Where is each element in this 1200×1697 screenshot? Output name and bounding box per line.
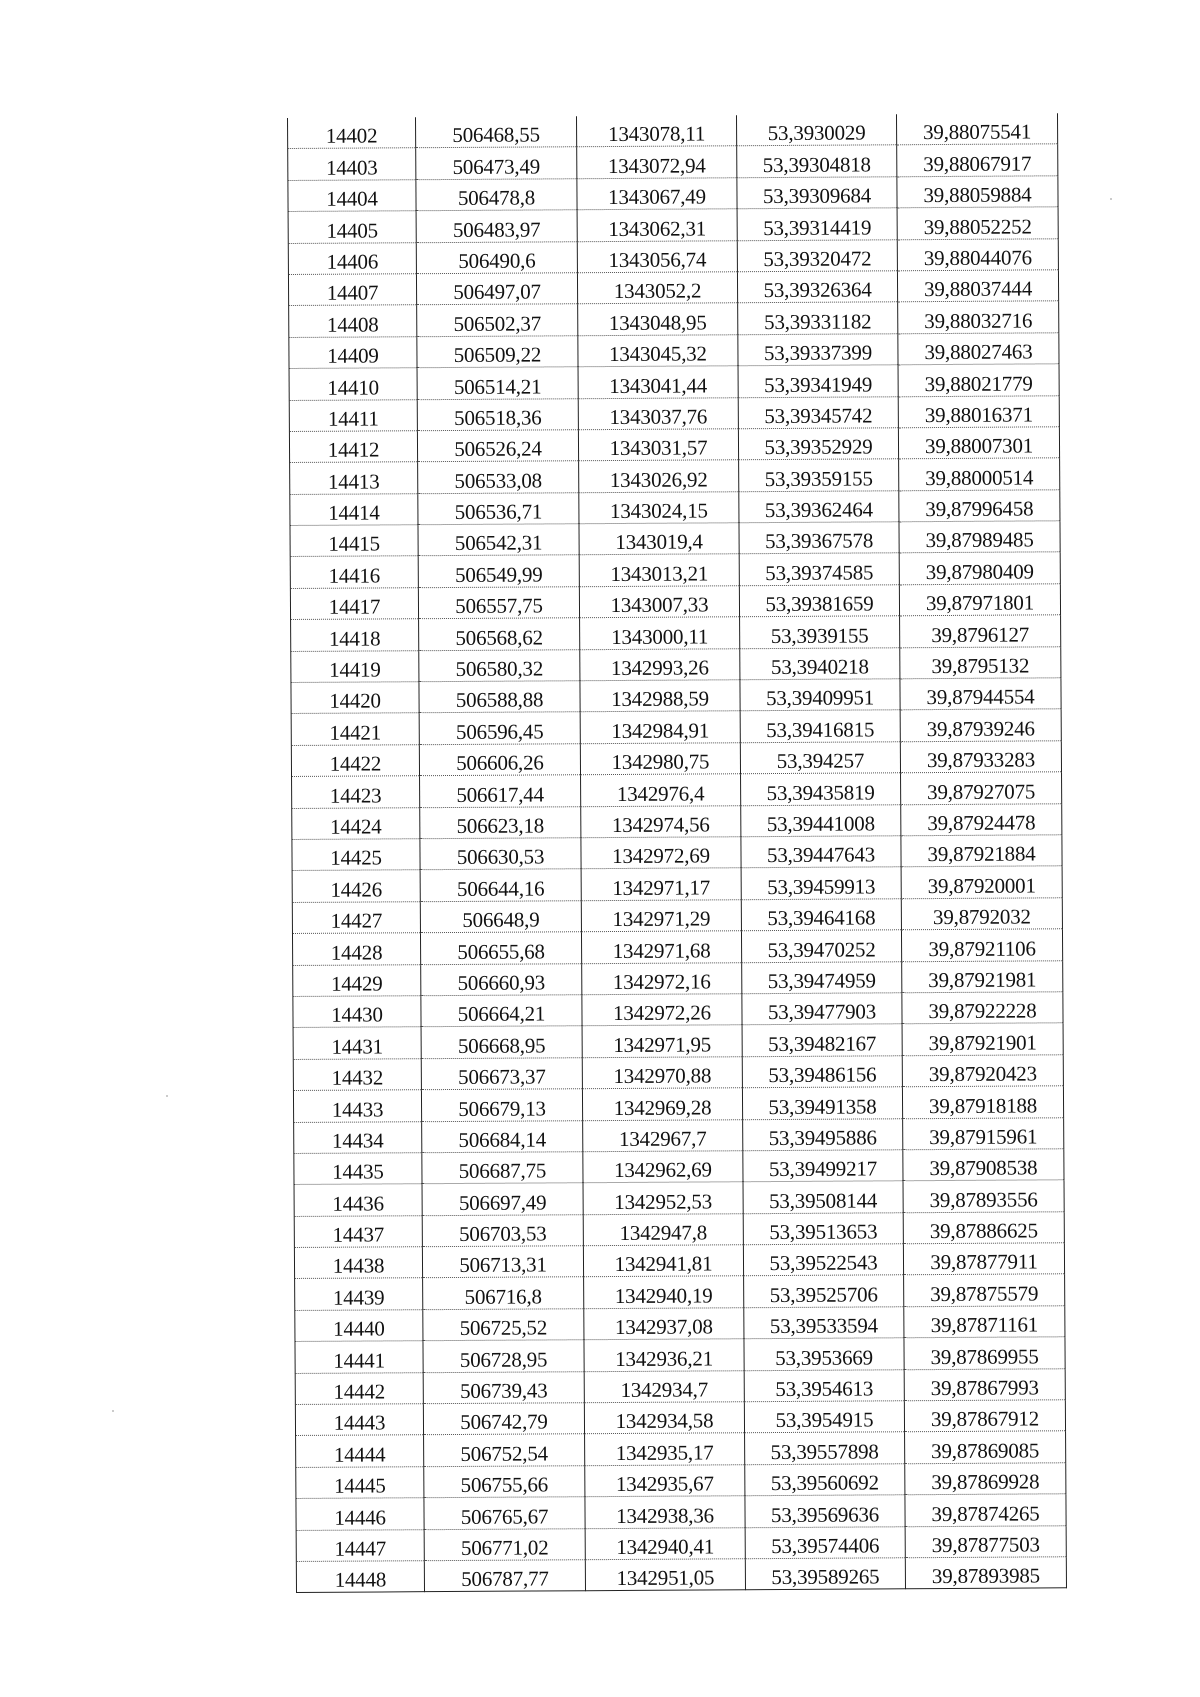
coordinates-table-body <box>288 113 1067 1593</box>
longitude-cell: 39,88000514 <box>899 458 1060 490</box>
table-row <box>290 521 1060 557</box>
y-coordinate-cell: 1343013,21 <box>579 554 739 586</box>
x-coordinate-cell: 506713,31 <box>422 1246 583 1278</box>
x-coordinate-cell: 506623,18 <box>420 806 581 838</box>
y-coordinate-cell: 1343000,11 <box>580 617 740 649</box>
latitude-cell: 53,39470252 <box>741 930 901 962</box>
longitude-cell: 39,87918188 <box>902 1086 1063 1118</box>
latitude-cell: 53,39309684 <box>737 177 897 209</box>
point-number-cell: 14414 <box>290 493 418 525</box>
longitude-cell: 39,87867912 <box>904 1400 1065 1432</box>
point-number-cell: 14444 <box>296 1435 424 1467</box>
latitude-cell: 53,39477903 <box>742 993 902 1025</box>
x-coordinate-cell: 506728,95 <box>423 1340 584 1372</box>
x-coordinate-cell: 506787,77 <box>424 1560 585 1592</box>
point-number-cell: 14425 <box>292 839 420 871</box>
point-number-cell: 14418 <box>291 619 419 651</box>
y-coordinate-cell: 1342971,95 <box>582 1025 742 1057</box>
y-coordinate-cell: 1342935,67 <box>585 1465 745 1497</box>
table-row <box>295 1306 1065 1342</box>
latitude-cell: 53,3939155 <box>740 616 900 648</box>
latitude-cell: 53,3930029 <box>736 114 896 146</box>
point-number-cell: 14430 <box>293 996 421 1028</box>
point-number-cell: 14429 <box>293 964 421 996</box>
longitude-cell: 39,88027463 <box>898 333 1059 365</box>
x-coordinate-cell: 506765,67 <box>424 1497 585 1529</box>
point-number-cell: 14412 <box>289 431 417 463</box>
latitude-cell: 53,39569636 <box>745 1495 905 1527</box>
y-coordinate-cell: 1342971,68 <box>581 931 741 963</box>
y-coordinate-cell: 1342993,26 <box>580 648 740 680</box>
longitude-cell: 39,87927075 <box>901 772 1062 804</box>
x-coordinate-cell: 506580,32 <box>419 649 580 681</box>
longitude-cell: 39,88032716 <box>898 301 1059 333</box>
longitude-cell: 39,88052252 <box>897 207 1058 239</box>
longitude-cell: 39,87893556 <box>903 1180 1064 1212</box>
y-coordinate-cell: 1342969,28 <box>582 1088 742 1120</box>
y-coordinate-cell: 1342970,88 <box>582 1056 742 1088</box>
x-coordinate-cell: 506644,16 <box>420 869 581 901</box>
point-number-cell: 14434 <box>294 1121 422 1153</box>
y-coordinate-cell: 1342967,7 <box>583 1119 743 1151</box>
x-coordinate-cell: 506533,08 <box>418 461 579 493</box>
x-coordinate-cell: 506502,37 <box>417 304 578 336</box>
point-number-cell: 14410 <box>289 368 417 400</box>
x-coordinate-cell: 506557,75 <box>418 587 579 619</box>
table-row <box>293 1086 1063 1122</box>
y-coordinate-cell: 1342941,81 <box>583 1245 743 1277</box>
longitude-cell: 39,88044076 <box>897 238 1058 270</box>
y-coordinate-cell: 1342971,17 <box>581 868 741 900</box>
latitude-cell: 53,3940218 <box>740 647 900 679</box>
table-row <box>293 960 1063 996</box>
x-coordinate-cell: 506568,62 <box>419 618 580 650</box>
point-number-cell: 14411 <box>289 399 417 431</box>
point-number-cell: 14424 <box>292 807 420 839</box>
x-coordinate-cell: 506596,45 <box>419 712 580 744</box>
table-row <box>288 113 1058 149</box>
longitude-cell: 39,87922228 <box>902 992 1063 1024</box>
point-number-cell: 14432 <box>293 1058 421 1090</box>
x-coordinate-cell: 506509,22 <box>417 335 578 367</box>
latitude-cell: 53,39525706 <box>744 1275 904 1307</box>
y-coordinate-cell: 1342971,29 <box>581 900 741 932</box>
latitude-cell: 53,39495886 <box>743 1118 903 1150</box>
latitude-cell: 53,39491358 <box>742 1087 902 1119</box>
table-row <box>289 427 1059 463</box>
table-row <box>293 992 1063 1028</box>
point-number-cell: 14419 <box>291 650 419 682</box>
longitude-cell: 39,87921884 <box>901 835 1062 867</box>
latitude-cell: 53,39574406 <box>745 1526 905 1558</box>
table-row <box>290 552 1060 588</box>
y-coordinate-cell: 1343026,92 <box>579 460 739 492</box>
point-number-cell: 14431 <box>293 1027 421 1059</box>
point-number-cell: 14436 <box>294 1184 422 1216</box>
table-row <box>291 646 1061 682</box>
longitude-cell: 39,87915961 <box>903 1117 1064 1149</box>
y-coordinate-cell: 1343052,2 <box>577 272 737 304</box>
latitude-cell: 53,3953669 <box>744 1338 904 1370</box>
table-row <box>292 835 1062 871</box>
x-coordinate-cell: 506542,31 <box>418 524 579 556</box>
x-coordinate-cell: 506549,99 <box>418 555 579 587</box>
scan-speck <box>166 1095 168 1097</box>
longitude-cell: 39,87920001 <box>901 866 1062 898</box>
longitude-cell: 39,87989485 <box>899 521 1060 553</box>
latitude-cell: 53,39374585 <box>739 553 899 585</box>
table-row <box>295 1368 1065 1404</box>
x-coordinate-cell: 506752,54 <box>424 1434 585 1466</box>
point-number-cell: 14420 <box>291 682 419 714</box>
coordinates-table <box>287 113 1067 1593</box>
scan-speck <box>1110 198 1112 200</box>
x-coordinate-cell: 506673,37 <box>421 1057 582 1089</box>
x-coordinate-cell: 506697,49 <box>422 1183 583 1215</box>
table-row <box>296 1463 1066 1499</box>
x-coordinate-cell: 506725,52 <box>423 1309 584 1341</box>
point-number-cell: 14423 <box>292 776 420 808</box>
longitude-cell: 39,88059884 <box>897 176 1058 208</box>
table-row <box>290 584 1060 620</box>
point-number-cell: 14415 <box>290 525 418 557</box>
latitude-cell: 53,39474959 <box>742 961 902 993</box>
point-number-cell: 14407 <box>288 274 416 306</box>
y-coordinate-cell: 1343048,95 <box>578 303 738 335</box>
table-row <box>294 1149 1064 1185</box>
table-row <box>294 1211 1064 1247</box>
x-coordinate-cell: 506514,21 <box>417 367 578 399</box>
point-number-cell: 14428 <box>292 933 420 965</box>
point-number-cell: 14438 <box>294 1247 422 1279</box>
longitude-cell: 39,87869085 <box>905 1431 1066 1463</box>
latitude-cell: 53,39486156 <box>742 1055 902 1087</box>
point-number-cell: 14439 <box>295 1278 423 1310</box>
table-row <box>292 866 1062 902</box>
table-row <box>291 741 1061 777</box>
latitude-cell: 53,39416815 <box>740 710 900 742</box>
y-coordinate-cell: 1343019,4 <box>579 523 739 555</box>
y-coordinate-cell: 1342935,17 <box>585 1433 745 1465</box>
x-coordinate-cell: 506739,43 <box>423 1371 584 1403</box>
table-row <box>292 929 1062 965</box>
point-number-cell: 14446 <box>296 1498 424 1530</box>
y-coordinate-cell: 1342951,05 <box>585 1559 745 1591</box>
y-coordinate-cell: 1343041,44 <box>578 366 738 398</box>
latitude-cell: 53,39499217 <box>743 1150 903 1182</box>
y-coordinate-cell: 1342984,91 <box>580 711 740 743</box>
x-coordinate-cell: 506668,95 <box>421 1026 582 1058</box>
table-row <box>296 1525 1066 1561</box>
x-coordinate-cell: 506684,14 <box>422 1120 583 1152</box>
longitude-cell: 39,88075541 <box>896 113 1057 145</box>
table-row <box>289 364 1059 400</box>
point-number-cell: 14409 <box>289 336 417 368</box>
x-coordinate-cell: 506478,8 <box>416 179 577 211</box>
x-coordinate-cell: 506473,49 <box>416 147 577 179</box>
latitude-cell: 53,39331182 <box>738 302 898 334</box>
x-coordinate-cell: 506771,02 <box>424 1528 585 1560</box>
longitude-cell: 39,88016371 <box>898 395 1059 427</box>
longitude-cell: 39,87920423 <box>902 1054 1063 1086</box>
point-number-cell: 14447 <box>296 1529 424 1561</box>
scan-speck <box>112 1410 114 1412</box>
table-row <box>289 333 1059 369</box>
table-row <box>296 1557 1066 1593</box>
point-number-cell: 14413 <box>290 462 418 494</box>
longitude-cell: 39,87908538 <box>903 1149 1064 1181</box>
table-row <box>294 1180 1064 1216</box>
longitude-cell: 39,8795132 <box>900 646 1061 678</box>
table-row <box>294 1117 1064 1153</box>
table-row <box>294 1243 1064 1279</box>
table-row <box>289 395 1059 431</box>
x-coordinate-cell: 506687,75 <box>422 1152 583 1184</box>
latitude-cell: 53,39352929 <box>738 428 898 460</box>
longitude-cell: 39,87893985 <box>905 1557 1066 1589</box>
table-row <box>290 489 1060 525</box>
table-row <box>289 301 1059 337</box>
y-coordinate-cell: 1343072,94 <box>577 146 737 178</box>
point-number-cell: 14422 <box>291 745 419 777</box>
y-coordinate-cell: 1342940,19 <box>584 1276 744 1308</box>
longitude-cell: 39,87871161 <box>904 1306 1065 1338</box>
longitude-cell: 39,87886625 <box>903 1211 1064 1243</box>
longitude-cell: 39,87875579 <box>904 1274 1065 1306</box>
longitude-cell: 39,87869928 <box>905 1463 1066 1495</box>
x-coordinate-cell: 506490,6 <box>416 241 577 273</box>
x-coordinate-cell: 506655,68 <box>420 932 581 964</box>
latitude-cell: 53,39320472 <box>737 239 897 271</box>
longitude-cell: 39,87921901 <box>902 1023 1063 1055</box>
latitude-cell: 53,39409951 <box>740 679 900 711</box>
x-coordinate-cell: 506664,21 <box>421 995 582 1027</box>
point-number-cell: 14441 <box>295 1341 423 1373</box>
x-coordinate-cell: 506742,79 <box>423 1403 584 1435</box>
table-row <box>292 898 1062 934</box>
latitude-cell: 53,39459913 <box>741 867 901 899</box>
latitude-cell: 53,39557898 <box>745 1432 905 1464</box>
y-coordinate-cell: 1343024,15 <box>579 491 739 523</box>
point-number-cell: 14442 <box>295 1372 423 1404</box>
x-coordinate-cell: 506588,88 <box>419 681 580 713</box>
point-number-cell: 14445 <box>296 1466 424 1498</box>
latitude-cell: 53,39508144 <box>743 1181 903 1213</box>
longitude-cell: 39,88067917 <box>897 144 1058 176</box>
x-coordinate-cell: 506497,07 <box>416 273 577 305</box>
y-coordinate-cell: 1342952,53 <box>583 1182 743 1214</box>
table-row <box>288 207 1058 243</box>
latitude-cell: 53,39314419 <box>737 208 897 240</box>
point-number-cell: 14448 <box>296 1561 424 1593</box>
table-row <box>293 1054 1063 1090</box>
longitude-cell: 39,8792032 <box>901 898 1062 930</box>
longitude-cell: 39,87921106 <box>901 929 1062 961</box>
table-row <box>296 1431 1066 1467</box>
y-coordinate-cell: 1343056,74 <box>577 240 737 272</box>
table-row <box>288 270 1058 306</box>
y-coordinate-cell: 1342936,21 <box>584 1339 744 1371</box>
y-coordinate-cell: 1343067,49 <box>577 178 737 210</box>
latitude-cell: 53,39337399 <box>738 334 898 366</box>
latitude-cell: 53,39362464 <box>739 490 899 522</box>
y-coordinate-cell: 1342980,75 <box>580 743 740 775</box>
y-coordinate-cell: 1343045,32 <box>578 334 738 366</box>
y-coordinate-cell: 1342934,58 <box>584 1402 744 1434</box>
point-number-cell: 14427 <box>292 901 420 933</box>
table-row <box>291 615 1061 651</box>
y-coordinate-cell: 1342972,26 <box>582 994 742 1026</box>
x-coordinate-cell: 506483,97 <box>416 210 577 242</box>
point-number-cell: 14403 <box>288 148 416 180</box>
longitude-cell: 39,87874265 <box>905 1494 1066 1526</box>
latitude-cell: 53,39326364 <box>737 271 897 303</box>
table-row <box>290 458 1060 494</box>
longitude-cell: 39,87877503 <box>905 1525 1066 1557</box>
longitude-cell: 39,8796127 <box>900 615 1061 647</box>
x-coordinate-cell: 506703,53 <box>422 1214 583 1246</box>
longitude-cell: 39,88021779 <box>898 364 1059 396</box>
longitude-cell: 39,87921981 <box>902 960 1063 992</box>
point-number-cell: 14437 <box>294 1215 422 1247</box>
longitude-cell: 39,87939246 <box>900 709 1061 741</box>
y-coordinate-cell: 1342972,16 <box>582 962 742 994</box>
latitude-cell: 53,39435819 <box>741 773 901 805</box>
x-coordinate-cell: 506755,66 <box>424 1466 585 1498</box>
x-coordinate-cell: 506526,24 <box>417 430 578 462</box>
y-coordinate-cell: 1342976,4 <box>581 774 741 806</box>
longitude-cell: 39,87867993 <box>904 1368 1065 1400</box>
latitude-cell: 53,39341949 <box>738 365 898 397</box>
latitude-cell: 53,39589265 <box>745 1558 905 1590</box>
table-row <box>293 1023 1063 1059</box>
latitude-cell: 53,39533594 <box>744 1307 904 1339</box>
point-number-cell: 14435 <box>294 1153 422 1185</box>
latitude-cell: 53,39464168 <box>741 899 901 931</box>
y-coordinate-cell: 1342974,56 <box>581 805 741 837</box>
x-coordinate-cell: 506648,9 <box>420 900 581 932</box>
point-number-cell: 14416 <box>290 556 418 588</box>
y-coordinate-cell: 1342962,69 <box>583 1151 743 1183</box>
latitude-cell: 53,39447643 <box>741 836 901 868</box>
y-coordinate-cell: 1342937,08 <box>584 1308 744 1340</box>
table-row <box>288 176 1058 212</box>
table-row <box>292 772 1062 808</box>
table-row <box>295 1337 1065 1373</box>
x-coordinate-cell: 506606,26 <box>419 744 580 776</box>
point-number-cell: 14408 <box>289 305 417 337</box>
longitude-cell: 39,87996458 <box>899 489 1060 521</box>
table-row <box>291 709 1061 745</box>
latitude-cell: 53,39367578 <box>739 522 899 554</box>
latitude-cell: 53,394257 <box>740 742 900 774</box>
longitude-cell: 39,87933283 <box>900 741 1061 773</box>
y-coordinate-cell: 1342938,36 <box>585 1496 745 1528</box>
longitude-cell: 39,87971801 <box>899 584 1060 616</box>
x-coordinate-cell: 506716,8 <box>423 1277 584 1309</box>
point-number-cell: 14433 <box>293 1090 421 1122</box>
table-row <box>288 144 1058 180</box>
point-number-cell: 14417 <box>290 588 418 620</box>
table-row <box>295 1400 1065 1436</box>
x-coordinate-cell: 506630,53 <box>420 838 581 870</box>
latitude-cell: 53,39345742 <box>738 396 898 428</box>
y-coordinate-cell: 1342934,7 <box>584 1370 744 1402</box>
point-number-cell: 14406 <box>288 242 416 274</box>
longitude-cell: 39,87944554 <box>900 678 1061 710</box>
x-coordinate-cell: 506660,93 <box>421 963 582 995</box>
table-row <box>296 1494 1066 1530</box>
x-coordinate-cell: 506679,13 <box>421 1089 582 1121</box>
longitude-cell: 39,88037444 <box>897 270 1058 302</box>
y-coordinate-cell: 1343037,76 <box>578 397 738 429</box>
latitude-cell: 53,39513653 <box>743 1212 903 1244</box>
latitude-cell: 53,39359155 <box>739 459 899 491</box>
point-number-cell: 14404 <box>288 179 416 211</box>
point-number-cell: 14440 <box>295 1310 423 1342</box>
y-coordinate-cell: 1342947,8 <box>583 1213 743 1245</box>
point-number-cell: 14405 <box>288 211 416 243</box>
x-coordinate-cell: 506468,55 <box>415 116 576 148</box>
table-row <box>292 803 1062 839</box>
point-number-cell: 14402 <box>288 117 416 149</box>
x-coordinate-cell: 506536,71 <box>418 492 579 524</box>
table-row <box>295 1274 1065 1310</box>
latitude-cell: 53,3954613 <box>744 1369 904 1401</box>
latitude-cell: 53,39560692 <box>745 1464 905 1496</box>
x-coordinate-cell: 506518,36 <box>417 398 578 430</box>
latitude-cell: 53,39304818 <box>737 145 897 177</box>
latitude-cell: 53,39522543 <box>743 1244 903 1276</box>
longitude-cell: 39,87980409 <box>899 552 1060 584</box>
point-number-cell: 14426 <box>292 870 420 902</box>
y-coordinate-cell: 1343007,33 <box>579 586 739 618</box>
table-row <box>291 678 1061 714</box>
longitude-cell: 39,87877911 <box>903 1243 1064 1275</box>
y-coordinate-cell: 1342972,69 <box>581 837 741 869</box>
point-number-cell: 14443 <box>295 1404 423 1436</box>
latitude-cell: 53,39381659 <box>739 585 899 617</box>
y-coordinate-cell: 1343078,11 <box>576 115 736 147</box>
y-coordinate-cell: 1343031,57 <box>578 429 738 461</box>
latitude-cell: 53,39441008 <box>741 804 901 836</box>
y-coordinate-cell: 1342940,41 <box>585 1527 745 1559</box>
point-number-cell: 14421 <box>291 713 419 745</box>
latitude-cell: 53,3954915 <box>744 1401 904 1433</box>
y-coordinate-cell: 1342988,59 <box>580 680 740 712</box>
table-row <box>288 238 1058 274</box>
x-coordinate-cell: 506617,44 <box>420 775 581 807</box>
longitude-cell: 39,87924478 <box>901 803 1062 835</box>
longitude-cell: 39,87869955 <box>904 1337 1065 1369</box>
y-coordinate-cell: 1343062,31 <box>577 209 737 241</box>
longitude-cell: 39,88007301 <box>898 427 1059 459</box>
latitude-cell: 53,39482167 <box>742 1024 902 1056</box>
